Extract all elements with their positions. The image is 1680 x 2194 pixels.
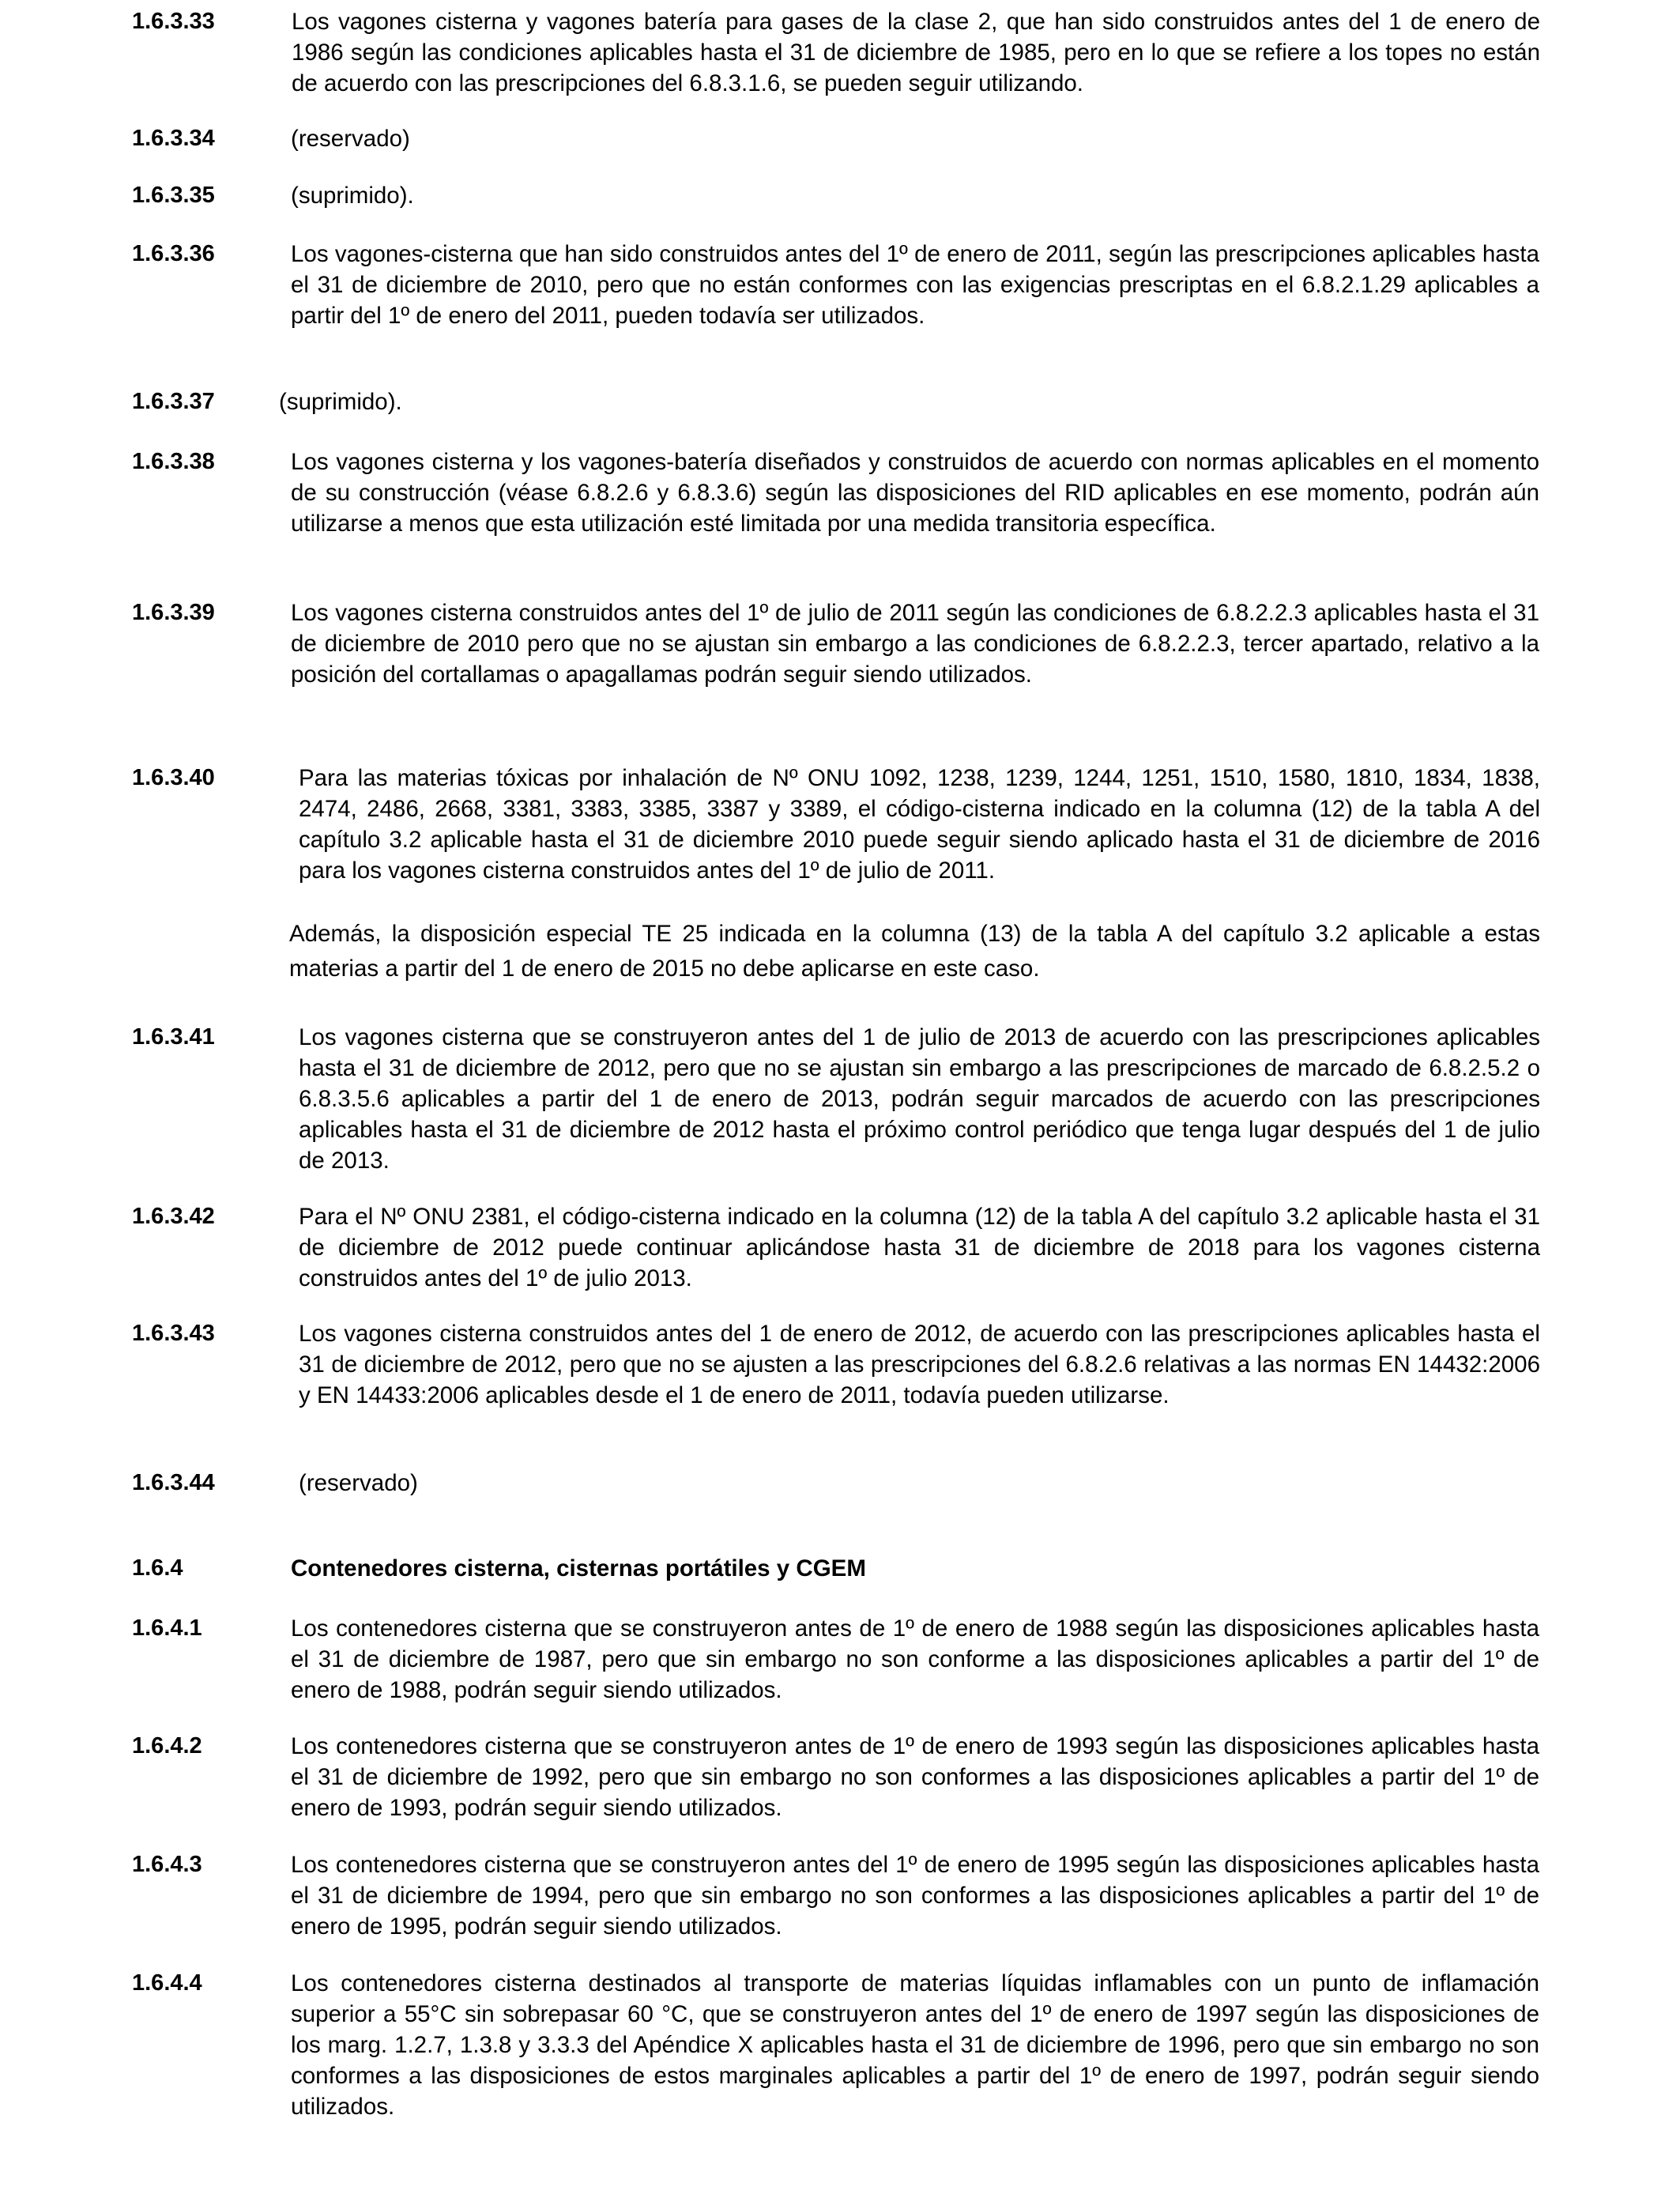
paragraph-number: 1.6.3.37 xyxy=(132,389,215,414)
paragraph-text: Los vagones cisterna y los vagones-batería diseñados y construidos de acuerdo con normas aplicables en el momento de su construcción (véase 6.8.2.6 y 6.8.3.6) según las disposiciones del RID aplicables en ese momento, podrán aún utilizarse a menos que esta utilización esté limitada por una medida transitoria específica. xyxy=(291,449,1539,537)
paragraph-text: Los contenedores cisterna destinados al transporte de materias líquidas inflamables con un punto de inflamación superior a 55°C sin sobrepasar 60 °C, que se construyeron antes del 1º de enero de 1997 según las disposiciones de los marg. 1.2.7, 1.3.8 y 3.3.3 del Apéndice X aplicables hasta el 31 de diciembre de 1996, pero que sin embargo no son conformes a las disposiciones de estos marginales aplicables a partir del 1º de enero de 1997, podrán seguir siendo utilizados. xyxy=(291,1970,1539,2120)
paragraph-text: Los vagones cisterna construidos antes del 1º de julio de 2011 según las condiciones de 6.8.2.2.3 aplicables hasta el 31 de diciembre de 2010 pero que no se ajustan sin embargo a las condiciones de 6.8.2.2.3, tercer apartado, relativo a la posición del cortallamas o apagallamas podrán seguir siendo utilizados. xyxy=(291,600,1539,688)
paragraph-text: Para las materias tóxicas por inhalación de Nº ONU 1092, 1238, 1239, 1244, 1251, 1510, 1580, 1810, 1834, 1838, 2474, 2486, 2668, 3381, 3383, 3385, 3387 y 3389, el código-cisterna indicado en la columna (12) de la tabla A del capítulo 3.2 aplicable hasta el 31 de diciembre 2010 puede seguir siendo aplicado hasta el 31 de diciembre de 2016 para los vagones cisterna construidos antes del 1º de julio de 2011. xyxy=(299,765,1540,884)
paragraph-text: Los contenedores cisterna que se construyeron antes de 1º de enero de 1993 según las disposiciones aplicables hasta el 31 de diciembre de 1992, pero que sin embargo no son conformes a las disposiciones aplicables a partir del 1º de enero de 1993, podrán seguir siendo utilizados. xyxy=(291,1733,1539,1821)
section-title: Contenedores cisterna, cisternas portátiles y CGEM xyxy=(291,1555,866,1581)
paragraph-number: 1.6.3.39 xyxy=(132,600,215,625)
paragraph-number: 1.6.3.41 xyxy=(132,1024,215,1050)
paragraph-text: (suprimido). xyxy=(279,389,402,415)
paragraph-text: (reservado) xyxy=(299,1470,418,1496)
paragraph-text: Los vagones cisterna construidos antes del 1 de enero de 2012, de acuerdo con las prescripciones aplicables hasta el 31 de diciembre de 2012, pero que no se ajusten a las prescripciones del 6.8.2.6 relativas a las normas EN 14432:2006 y EN 14433:2006 aplicables desde el 1 de enero de 2011, todavía pueden utilizarse. xyxy=(299,1321,1540,1408)
section-number: 1.6.4 xyxy=(132,1555,183,1581)
paragraph-text: Los contenedores cisterna que se construyeron antes de 1º de enero de 1988 según las disposiciones aplicables hasta el 31 de diciembre de 1987, pero que sin embargo no son conforme a las disposiciones aplicables a partir del 1º de enero de 1988, podrán seguir siendo utilizados. xyxy=(291,1615,1539,1703)
paragraph-text: Además, la disposición especial TE 25 indicada en la columna (13) de la tabla A del capítulo 3.2 aplicable a estas materias a partir del 1 de enero de 2015 no debe aplicarse en este caso. xyxy=(289,921,1540,982)
paragraph-number: 1.6.4.1 xyxy=(132,1615,202,1641)
paragraph-number: 1.6.4.2 xyxy=(132,1733,202,1759)
paragraph-number: 1.6.4.3 xyxy=(132,1852,202,1877)
paragraph-number: 1.6.3.44 xyxy=(132,1470,215,1495)
paragraph-text: (suprimido). xyxy=(291,183,414,209)
paragraph-text: Los vagones cisterna que se construyeron antes del 1 de julio de 2013 de acuerdo con las prescripciones aplicables hasta el 31 de diciembre de 2012, pero que no se ajustan sin embargo a las prescripciones de marcado de 6.8.2.5.2 o 6.8.3.5.6 aplicables a partir del 1 de enero de 2013, podrán seguir marcados de acuerdo con las prescripciones aplicables hasta el 31 de diciembre de 2012 hasta el próximo control periódico que tenga lugar después del 1 de julio de 2013. xyxy=(299,1024,1540,1174)
paragraph-text: (reservado) xyxy=(291,126,410,152)
paragraph-number: 1.6.3.34 xyxy=(132,126,215,151)
paragraph-text: Los vagones cisterna y vagones batería para gases de la clase 2, que han sido construidos antes del 1 de enero de 1986 según las condiciones aplicables hasta el 31 de diciembre de 1985, pero en lo que se refiere a los topes no están de acuerdo con las prescripciones del 6.8.3.1.6, se pueden seguir utilizando. xyxy=(292,9,1540,96)
paragraph-number: 1.6.3.42 xyxy=(132,1204,215,1229)
paragraph-text: Para el Nº ONU 2381, el código-cisterna indicado en la columna (12) de la tabla A del capítulo 3.2 aplicable hasta el 31 de diciembre de 2012 puede continuar aplicándose hasta 31 de diciembre de 2018 para los vagones cisterna construidos antes del 1º de julio 2013. xyxy=(299,1204,1540,1291)
paragraph-number: 1.6.4.4 xyxy=(132,1970,202,1996)
paragraph-number: 1.6.3.33 xyxy=(132,9,215,34)
paragraph-number: 1.6.3.38 xyxy=(132,449,215,474)
paragraph-text: Los contenedores cisterna que se construyeron antes del 1º de enero de 1995 según las disposiciones aplicables hasta el 31 de diciembre de 1994, pero que sin embargo no son conformes a las disposiciones aplicables a partir del 1º de enero de 1995, podrán seguir siendo utilizados. xyxy=(291,1852,1539,1940)
paragraph-text: Los vagones-cisterna que han sido construidos antes del 1º de enero de 2011, según las prescripciones aplicables hasta el 31 de diciembre de 2010, pero que no están conformes con las exigencias prescriptas en el 6.8.2.1.29 aplicables a partir del 1º de enero del 2011, pueden todavía ser utilizados. xyxy=(291,241,1539,329)
paragraph-number: 1.6.3.36 xyxy=(132,241,215,266)
paragraph-number: 1.6.3.40 xyxy=(132,765,215,790)
paragraph-number: 1.6.3.35 xyxy=(132,183,215,208)
paragraph-number: 1.6.3.43 xyxy=(132,1321,215,1346)
